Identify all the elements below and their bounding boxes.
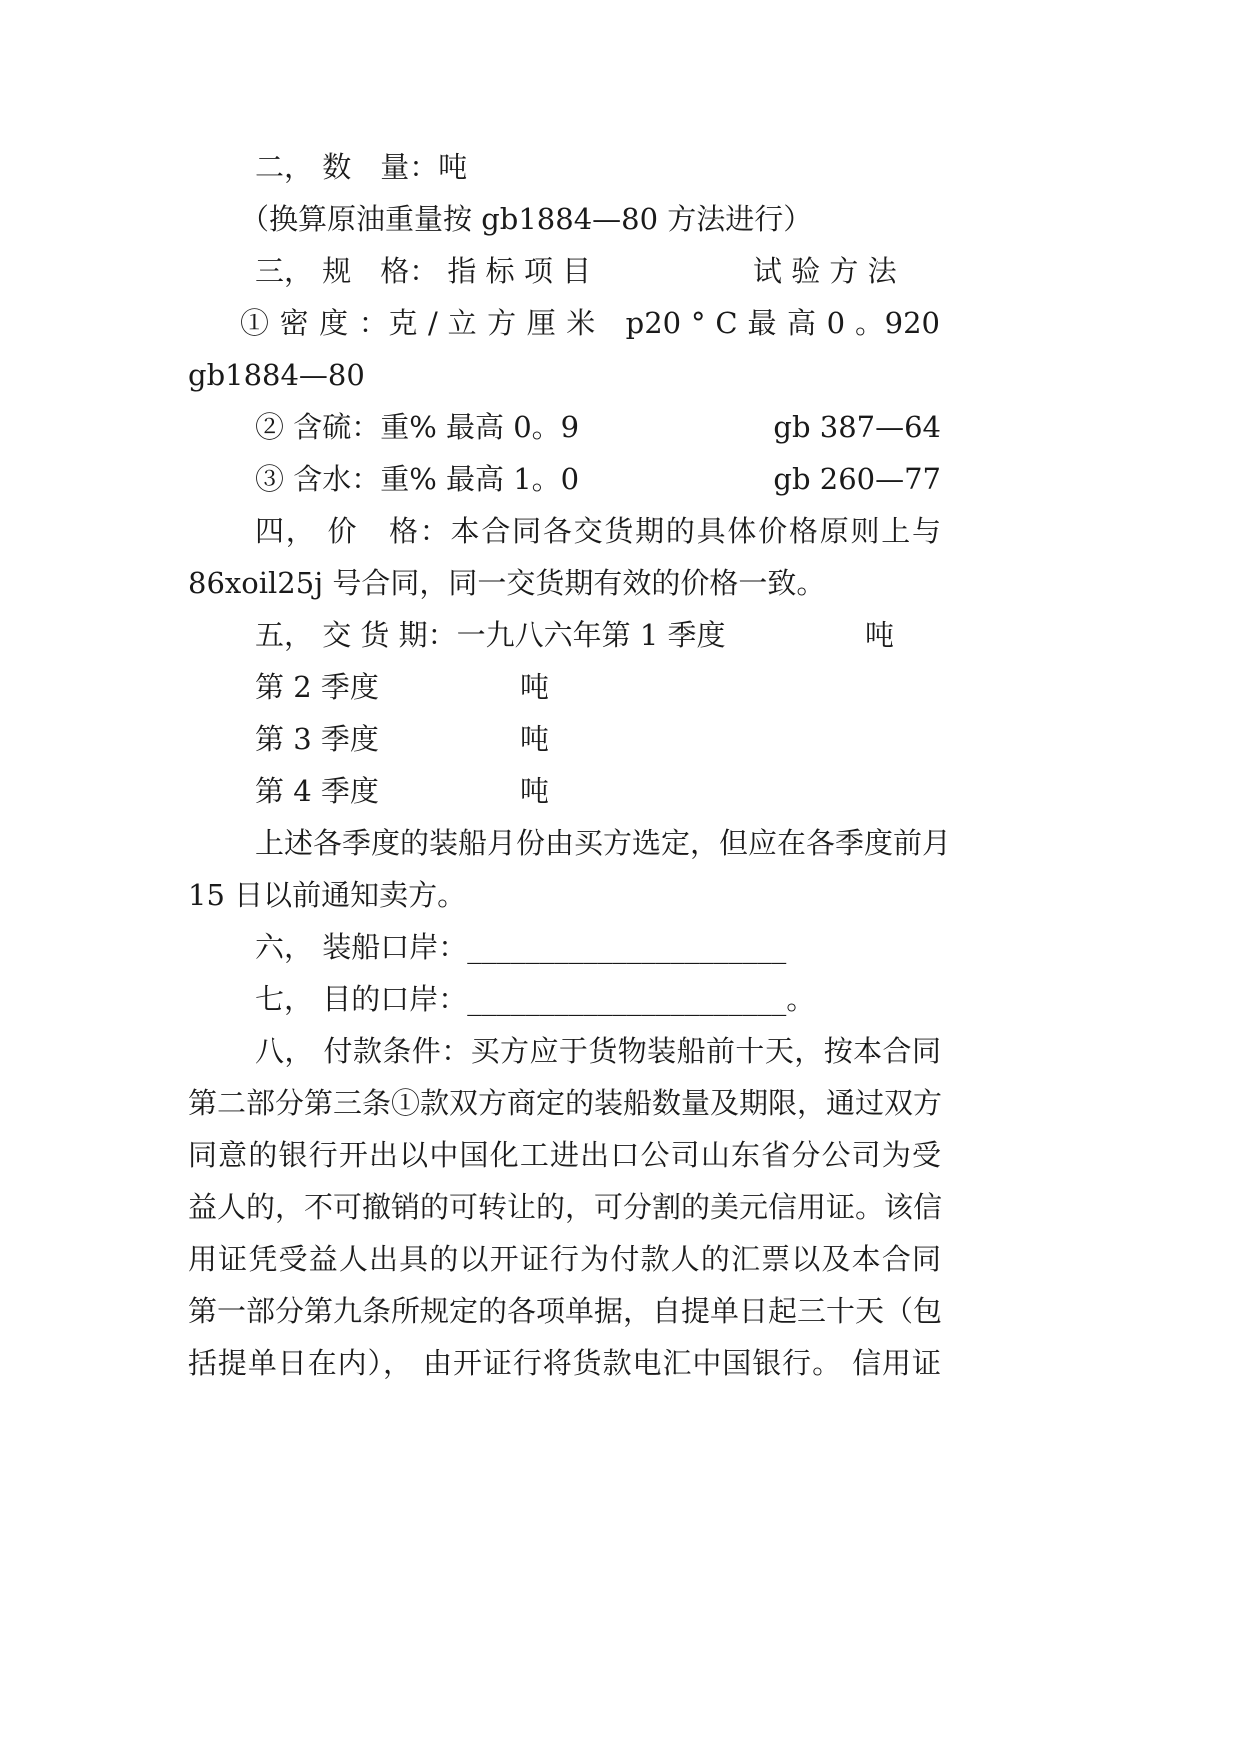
destination-port-field: 七， 目的口岸：______________________。 — [255, 982, 816, 1016]
delivery-q1-unit: 吨 — [865, 618, 895, 652]
payment-clause-line-6: 第一部分第九条所规定的各项单据，自提单日起三十天（包 — [188, 1294, 943, 1328]
payment-clause: 八， 付款条件：买方应于货物装船前十天，按本合同 — [255, 1034, 941, 1068]
price-clause-cont: 86xoil25j 号合同，同一交货期有效的价格一致。 — [188, 566, 826, 600]
spec-test-method-header: 试 验 方 法 — [753, 254, 897, 288]
delivery-q2-unit: 吨 — [520, 670, 550, 704]
spec-sulfur-method: gb 387—64 — [773, 410, 941, 444]
payment-clause-line-7: 括提单日在内）， 由开证行将货款电汇中国银行。 信用证 — [188, 1346, 941, 1380]
payment-clause-line-3: 同意的银行开出以中国化工进出口公司山东省分公司为受 — [188, 1138, 941, 1172]
spec-density-method: gb1884—80 — [188, 358, 365, 392]
quantity-clause: 二， 数 量：吨 — [255, 150, 468, 184]
payment-clause-line-2: 第二部分第三条①款双方商定的装船数量及期限，通过双方 — [188, 1086, 943, 1120]
delivery-q1-label: 五， 交 货 期：一九八六年第 1 季度 — [255, 618, 726, 652]
spec-water-method: gb 260—77 — [773, 462, 941, 496]
price-clause: 四， 价 格：本合同各交货期的具体价格原则上与 — [255, 514, 941, 548]
delivery-q3-label: 第 3 季度 — [255, 722, 379, 756]
delivery-q4-label: 第 4 季度 — [255, 774, 379, 808]
shipment-notice: 上述各季度的装船月份由买方选定，但应在各季度前月 — [255, 826, 952, 860]
shipment-notice-cont: 15 日以前通知卖方。 — [188, 878, 467, 912]
delivery-q3-unit: 吨 — [520, 722, 550, 756]
delivery-q3-row — [255, 710, 550, 768]
spec-sulfur-row — [255, 398, 941, 456]
delivery-q4-unit: 吨 — [520, 774, 550, 808]
spec-clause-heading — [255, 242, 897, 300]
payment-clause-line-5: 用证凭受益人出具的以开证行为付款人的汇票以及本合同 — [188, 1242, 941, 1276]
loading-port-field: 六， 装船口岸：______________________ — [255, 930, 787, 964]
spec-sulfur-label: ② 含硫：重% 最高 0。9 — [255, 410, 580, 444]
spec-heading-label: 三， 规 格： 指 标 项 目 — [255, 254, 592, 288]
delivery-q2-label: 第 2 季度 — [255, 670, 379, 704]
delivery-q2-row — [255, 658, 550, 716]
delivery-q1-row — [255, 606, 895, 664]
spec-water-label: ③ 含水：重% 最高 1。0 — [255, 462, 580, 496]
spec-density-row: ① 密 度 ：克 / 立 方 厘 米 p20 ° C 最 高 0 。920 — [240, 306, 940, 340]
delivery-q4-row — [255, 762, 550, 820]
payment-clause-line-4: 益人的，不可撤销的可转让的，可分割的美元信用证。该信 — [188, 1190, 943, 1224]
spec-water-row — [255, 450, 941, 508]
quantity-note: （换算原油重量按 gb1884—80 方法进行） — [240, 202, 813, 236]
